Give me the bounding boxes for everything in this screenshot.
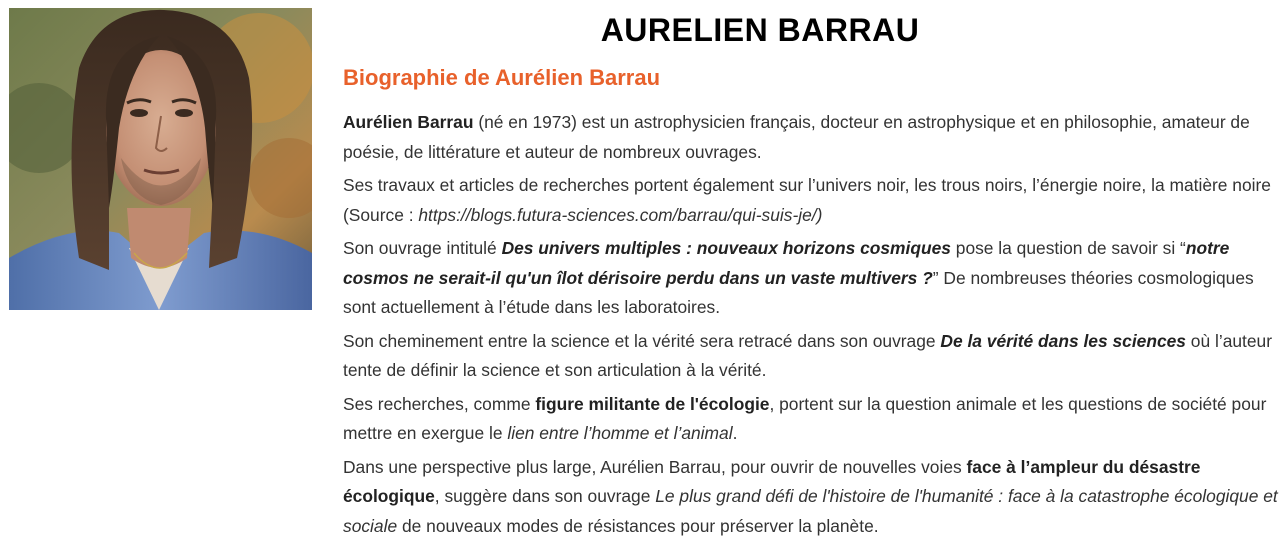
paragraph-challenge: [343, 453, 1278, 542]
source-link[interactable]: https://blogs.futura-sciences.com/barrau/qui-suis-je/): [418, 204, 823, 225]
book-title-truth: De la vérité dans les sciences: [940, 330, 1186, 351]
research-text: Ses travaux et articles de recherches portent également sur l’univers noir, les trous noirs, l’énergie noire, la matière noire (Source :: [343, 175, 1271, 225]
book-title-multiverse: Des univers multiples : nouveaux horizons cosmiques: [501, 238, 951, 258]
intro-text: (né en 1973) est un astrophysicien français, docteur en astrophysique et en philosophie, amateur de poésie, de littérature et auteur de nombreux ouvrages.: [343, 112, 1250, 162]
paragraph-intro: [343, 108, 1278, 167]
ecology-text-b: , portent sur la question animale et les questions de société pour mettre en exergue le: [343, 393, 1267, 443]
portrait-photo: [9, 8, 312, 310]
ecological-disaster: face à l’ampleur du désastre écologique: [343, 456, 1201, 506]
biography-body: [343, 108, 1278, 545]
truth-text-a: Son cheminement entre la science et la vérité sera retracé dans son ouvrage: [343, 330, 941, 351]
multiverse-text-c: ” De nombreuses théories cosmologiques sont actuellement à l’étude dans les laboratoires.: [343, 267, 1254, 317]
paragraph-research: [343, 171, 1278, 230]
challenge-text-a: Dans une perspective plus large, Aurélien Barrau, pour ouvrir de nouvelles voies: [343, 456, 967, 477]
challenge-text-c: de nouveaux modes de résistances pour préserver la planète.: [397, 515, 879, 536]
page-title: AURELIEN BARRAU: [600, 12, 920, 48]
multiverse-text-b: pose la question de savoir si “: [950, 238, 1186, 258]
ecology-text-a: Ses recherches, comme: [343, 393, 536, 414]
multiverse-text-a: Son ouvrage intitulé: [343, 238, 502, 258]
multiverse-quote: notre cosmos ne serait-il qu'un îlot dérisoire perdu dans un vaste multivers ?: [343, 238, 1230, 288]
book-title-challenge: Le plus grand défi de l'histoire de l'humanité : face à la catastrophe écologique et sociale: [343, 486, 1278, 536]
truth-text-b: où l’auteur tente de définir la science et son articulation à la vérité.: [343, 330, 1273, 380]
person-name: Aurélien Barrau: [343, 112, 474, 132]
paragraph-ecology: [343, 390, 1278, 449]
ecology-figure: figure militante de l'écologie: [535, 393, 770, 414]
ecology-text-c: .: [732, 423, 738, 443]
portrait-image: [9, 8, 312, 310]
paragraph-truth: [343, 327, 1278, 386]
paragraph-multiverse: [343, 234, 1278, 323]
challenge-text-b: , suggère dans son ouvrage: [434, 486, 656, 506]
human-animal-link: lien entre l’homme et l’animal: [507, 423, 733, 443]
biography-heading: Biographie de Aurélien Barrau: [343, 65, 661, 90]
